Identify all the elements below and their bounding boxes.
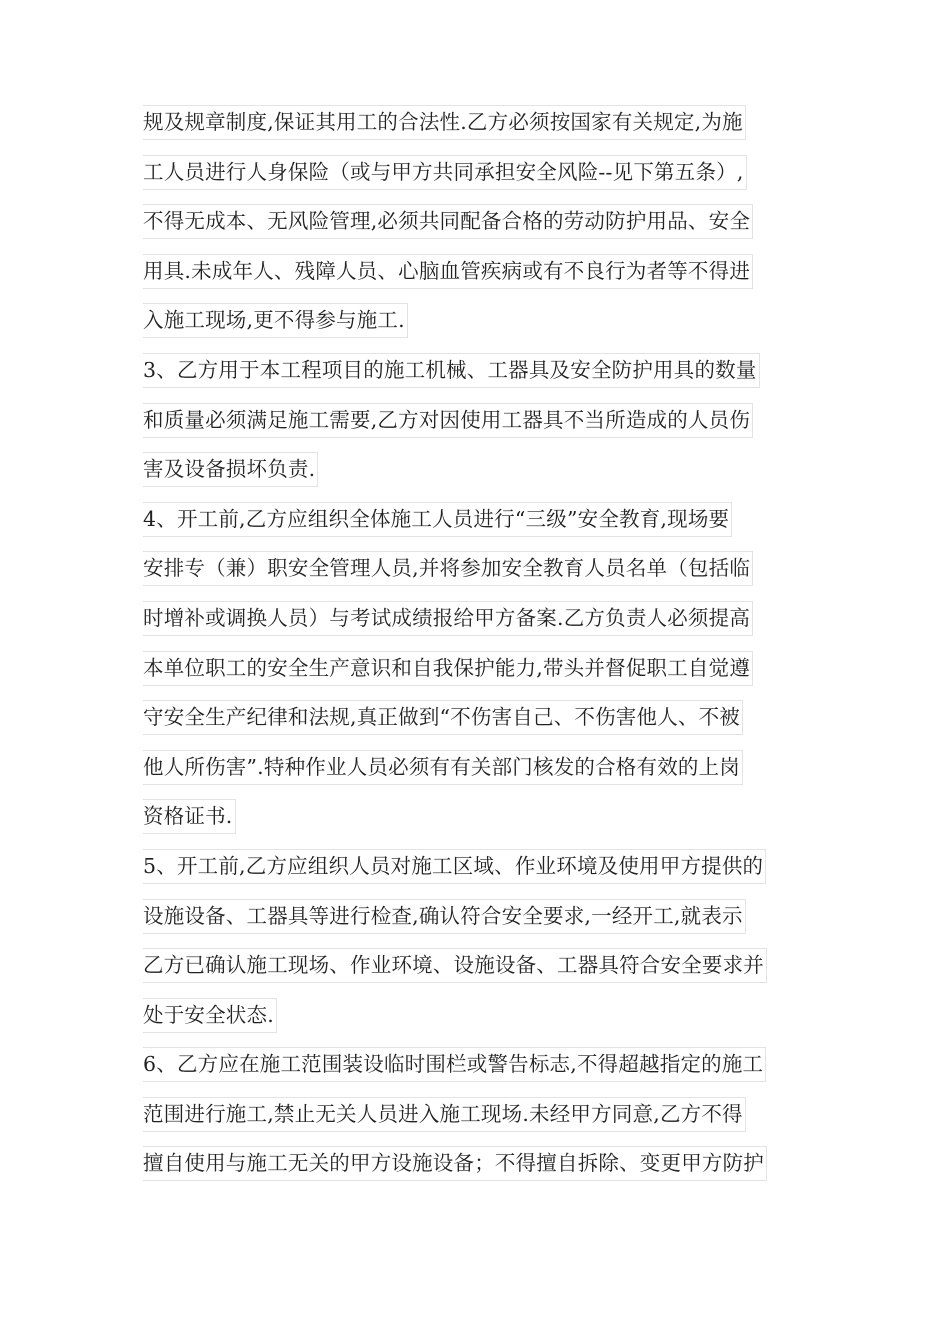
text-line — [143, 791, 813, 841]
text-line-content: 设施设备、工器具等进行检查,确认符合安全要求,一经开工,就表示 — [143, 899, 746, 934]
text-line-content: 处于安全状态. — [143, 998, 277, 1033]
text-line-content: 3、乙方用于本工程项目的施工机械、工器具及安全防护用具的数量 — [143, 353, 760, 388]
text-line — [143, 742, 813, 792]
text-line — [143, 543, 813, 593]
text-line-content: 4、开工前,乙方应组织全体施工人员进行“三级”安全教育,现场要 — [143, 502, 732, 537]
text-line-content: 时增补或调换人员）与考试成绩报给甲方备案.乙方负责人必须提高 — [143, 601, 753, 636]
text-line — [143, 147, 813, 197]
text-line — [143, 891, 813, 941]
text-line-content: 规及规章制度,保证其用工的合法性.乙方必须按国家有关规定,为施 — [143, 105, 746, 140]
text-line-content: 安排专（兼）职安全管理人员,并将参加安全教育人员名单（包括临 — [143, 551, 753, 586]
text-line — [143, 1138, 813, 1188]
text-line-content: 擅自使用与施工无关的甲方设施设备；不得擅自拆除、变更甲方防护 — [143, 1146, 767, 1181]
text-line — [143, 841, 813, 891]
text-line-content: 用具.未成年人、残障人员、心脑血管疾病或有不良行为者等不得进 — [143, 254, 753, 289]
text-line — [143, 295, 813, 345]
text-line-content: 工人员进行人身保险（或与甲方共同承担安全风险--见下第五条）, — [143, 155, 747, 190]
text-line — [143, 643, 813, 693]
text-line-content: 不得无成本、无风险管理,必须共同配备合格的劳动防护用品、安全 — [143, 204, 753, 239]
text-line — [143, 494, 813, 544]
text-line — [143, 593, 813, 643]
text-line-content: 资格证书. — [143, 799, 236, 834]
text-line-content: 6、乙方应在施工范围装设临时围栏或警告标志,不得超越指定的施工 — [143, 1047, 766, 1082]
text-line — [143, 692, 813, 742]
text-line — [143, 97, 813, 147]
text-line-content: 他人所伤害”.特种作业人员必须有有关部门核发的合格有效的上岗 — [143, 750, 743, 785]
text-line — [143, 990, 813, 1040]
text-line-content: 5、开工前,乙方应组织人员对施工区域、作业环境及使用甲方提供的 — [143, 849, 766, 884]
text-line-content: 入施工现场,更不得参与施工. — [143, 303, 408, 338]
text-line-content: 乙方已确认施工现场、作业环境、设施设备、工器具符合安全要求并 — [143, 948, 767, 983]
text-line — [143, 1039, 813, 1089]
document-page — [143, 97, 813, 1188]
text-line-content: 守安全生产纪律和法规,真正做到“不伤害自己、不伤害他人、不被 — [143, 700, 743, 735]
text-line — [143, 395, 813, 445]
text-line — [143, 1089, 813, 1139]
text-line — [143, 196, 813, 246]
text-line — [143, 940, 813, 990]
text-line-content: 范围进行施工,禁止无关人员进入施工现场.未经甲方同意,乙方不得 — [143, 1097, 746, 1132]
text-line — [143, 345, 813, 395]
text-line-content: 本单位职工的安全生产意识和自我保护能力,带头并督促职工自觉遵 — [143, 651, 753, 686]
text-line — [143, 444, 813, 494]
text-line — [143, 246, 813, 296]
text-line-content: 和质量必须满足施工需要,乙方对因使用工器具不当所造成的人员伤 — [143, 403, 753, 438]
text-line-content: 害及设备损坏负责. — [143, 452, 318, 487]
